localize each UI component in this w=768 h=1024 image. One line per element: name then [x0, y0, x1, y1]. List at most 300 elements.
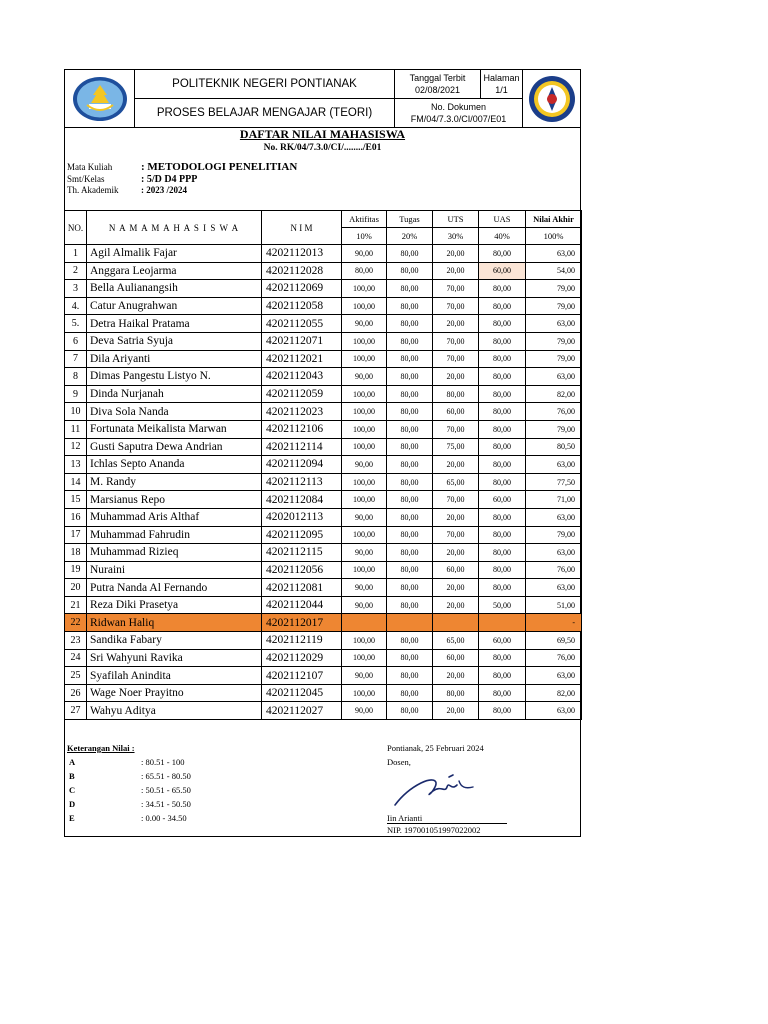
student-nim: 4202112114 [262, 438, 342, 456]
score-uts: 80,00 [433, 385, 479, 403]
score-uas: 80,00 [479, 332, 526, 350]
score-final: 79,00 [526, 297, 582, 315]
score-final: 79,00 [526, 526, 582, 544]
score-uts: 70,00 [433, 491, 479, 509]
issue-date-label: Tanggal Terbit [409, 73, 466, 83]
score-final: 63,00 [526, 315, 582, 333]
row-number: 2 [65, 262, 87, 280]
score-aktifitas: 100,00 [342, 649, 387, 667]
score-tugas: 80,00 [387, 473, 433, 491]
meta-label: Mata Kuliah [67, 162, 113, 172]
table-row [65, 508, 582, 526]
legend-row [67, 771, 191, 785]
student-name: Gusti Saputra Dewa Andrian [87, 438, 262, 456]
row-number: 13 [65, 456, 87, 474]
table-row [65, 667, 582, 685]
score-aktifitas: 100,00 [342, 332, 387, 350]
row-number: 9 [65, 385, 87, 403]
score-tugas: 80,00 [387, 544, 433, 562]
document-title: DAFTAR NILAI MAHASISWA [239, 127, 406, 141]
page-value: 1/1 [495, 85, 508, 95]
row-number: 4. [65, 297, 87, 315]
row-number: 8 [65, 368, 87, 386]
score-aktifitas: 100,00 [342, 491, 387, 509]
student-nim: 4202112095 [262, 526, 342, 544]
score-uas: 80,00 [479, 526, 526, 544]
score-uts: 65,00 [433, 632, 479, 650]
score-tugas: 80,00 [387, 420, 433, 438]
score-tugas: 80,00 [387, 702, 433, 720]
student-name: Muhammad Aris Althaf [87, 508, 262, 526]
score-tugas: 80,00 [387, 245, 433, 263]
score-uas: 80,00 [479, 368, 526, 386]
meta-value: : 2023 /2024 [141, 185, 187, 195]
score-aktifitas: 90,00 [342, 667, 387, 685]
col-uts: UTS [433, 211, 479, 228]
score-uts: 20,00 [433, 368, 479, 386]
score-uas: 80,00 [479, 438, 526, 456]
col-name: N A M A M A H A S I S W A [87, 211, 262, 245]
meta-value: : 5/D D4 PPP [141, 174, 198, 185]
score-uts: 20,00 [433, 262, 479, 280]
score-tugas: 80,00 [387, 491, 433, 509]
meta-value: : METODOLOGI PENELITIAN [141, 161, 298, 173]
score-final: 80,50 [526, 438, 582, 456]
table-row [65, 473, 582, 491]
student-nim: 4202112043 [262, 368, 342, 386]
grades-body [65, 245, 582, 720]
score-uas: 50,00 [479, 596, 526, 614]
row-number: 22 [65, 614, 87, 632]
table-row [65, 702, 582, 720]
row-number: 3 [65, 280, 87, 298]
score-uas: 80,00 [479, 456, 526, 474]
student-name: Bella Aulianangsih [87, 280, 262, 298]
score-aktifitas: 100,00 [342, 280, 387, 298]
meta-label: Smt/Kelas [67, 174, 105, 184]
score-uts: 70,00 [433, 420, 479, 438]
score-tugas: 80,00 [387, 508, 433, 526]
student-name: Putra Nanda Al Fernando [87, 579, 262, 597]
score-tugas: 80,00 [387, 632, 433, 650]
score-uts: 20,00 [433, 596, 479, 614]
row-number: 1 [65, 245, 87, 263]
page-box [481, 70, 523, 99]
legend-range: : 34.51 - 50.50 [141, 799, 191, 809]
score-tugas: 80,00 [387, 649, 433, 667]
table-row [65, 561, 582, 579]
score-uts: 60,00 [433, 403, 479, 421]
score-final: 63,00 [526, 667, 582, 685]
score-final: 82,00 [526, 385, 582, 403]
score-uts: 20,00 [433, 579, 479, 597]
student-nim: 4202112013 [262, 245, 342, 263]
score-aktifitas: 100,00 [342, 473, 387, 491]
student-name: Sri Wahyuni Ravika [87, 649, 262, 667]
legend-range: : 65.51 - 80.50 [141, 771, 191, 781]
score-aktifitas: 100,00 [342, 350, 387, 368]
score-uts: 20,00 [433, 544, 479, 562]
col-final: Nilai Akhir [526, 211, 582, 228]
score-uts: 65,00 [433, 473, 479, 491]
student-nim: 4202112017 [262, 614, 342, 632]
score-uas: 80,00 [479, 561, 526, 579]
table-row [65, 280, 582, 298]
student-nim: 4202112081 [262, 579, 342, 597]
score-uts: 70,00 [433, 280, 479, 298]
score-final: 76,00 [526, 649, 582, 667]
score-aktifitas: 100,00 [342, 632, 387, 650]
process-name: PROSES BELAJAR MENGAJAR (TEORI) [135, 99, 395, 128]
score-uas: 80,00 [479, 403, 526, 421]
signature-block [387, 743, 507, 835]
score-final: 63,00 [526, 579, 582, 597]
score-uas: 80,00 [479, 245, 526, 263]
row-number: 20 [65, 579, 87, 597]
student-name: Reza Diki Prasetya [87, 596, 262, 614]
row-number: 23 [65, 632, 87, 650]
score-aktifitas: 90,00 [342, 245, 387, 263]
weight-uts: 30% [433, 228, 479, 245]
student-nim: 4202112071 [262, 332, 342, 350]
table-row [65, 544, 582, 562]
score-tugas: 80,00 [387, 456, 433, 474]
score-uts: 70,00 [433, 332, 479, 350]
table-row [65, 632, 582, 650]
student-nim: 4202112084 [262, 491, 342, 509]
score-aktifitas: 100,00 [342, 684, 387, 702]
score-aktifitas: 90,00 [342, 702, 387, 720]
meta-course [67, 161, 297, 173]
issue-date: 02/08/2021 [414, 85, 461, 95]
score-tugas: 80,00 [387, 262, 433, 280]
score-tugas: 80,00 [387, 596, 433, 614]
score-final: - [526, 614, 582, 632]
score-uas: 80,00 [479, 473, 526, 491]
row-number: 12 [65, 438, 87, 456]
col-no: NO. [65, 211, 87, 245]
meta-year [67, 185, 187, 195]
student-nim: 4202112059 [262, 385, 342, 403]
weight-final: 100% [526, 228, 582, 245]
score-final: 69,50 [526, 632, 582, 650]
legend-grade: C [69, 785, 76, 795]
student-name: Dila Ariyanti [87, 350, 262, 368]
score-uas: 80,00 [479, 350, 526, 368]
student-name: Wahyu Aditya [87, 702, 262, 720]
legend-range: : 80.51 - 100 [141, 757, 185, 767]
student-name: Nuraini [87, 561, 262, 579]
score-uas: 80,00 [479, 385, 526, 403]
student-nim: 4202112055 [262, 315, 342, 333]
score-final: 79,00 [526, 350, 582, 368]
score-uts: 20,00 [433, 315, 479, 333]
score-uas: 60,00 [479, 632, 526, 650]
student-nim: 4202112058 [262, 297, 342, 315]
score-aktifitas: 100,00 [342, 420, 387, 438]
score-final: 71,00 [526, 491, 582, 509]
table-row [65, 245, 582, 263]
row-number: 5. [65, 315, 87, 333]
row-number: 6 [65, 332, 87, 350]
weight-uas: 40% [479, 228, 526, 245]
score-uas: 80,00 [479, 297, 526, 315]
score-aktifitas [342, 614, 387, 632]
legend-range: : 50.51 - 65.50 [141, 785, 191, 795]
table-row [65, 262, 582, 280]
score-final: 63,00 [526, 544, 582, 562]
score-final: 63,00 [526, 368, 582, 386]
score-uts: 70,00 [433, 297, 479, 315]
score-uas: 80,00 [479, 649, 526, 667]
legend-row [67, 813, 191, 827]
legend-grade: B [69, 771, 75, 781]
score-uas: 80,00 [479, 684, 526, 702]
meta-label: Th. Akademik [67, 185, 119, 195]
legend-range: : 0.00 - 34.50 [141, 813, 187, 823]
row-number: 24 [65, 649, 87, 667]
score-uas: 80,00 [479, 544, 526, 562]
student-nim: 4202112045 [262, 684, 342, 702]
score-uas: 80,00 [479, 315, 526, 333]
table-row [65, 456, 582, 474]
score-tugas: 80,00 [387, 368, 433, 386]
score-final: 76,00 [526, 561, 582, 579]
student-nim: 4202112029 [262, 649, 342, 667]
score-aktifitas: 90,00 [342, 579, 387, 597]
row-number: 15 [65, 491, 87, 509]
col-uas: UAS [479, 211, 526, 228]
score-aktifitas: 100,00 [342, 526, 387, 544]
student-nim: 4202112069 [262, 280, 342, 298]
score-tugas: 80,00 [387, 332, 433, 350]
table-row [65, 649, 582, 667]
table-row [65, 385, 582, 403]
table-row [65, 596, 582, 614]
score-final: 51,00 [526, 596, 582, 614]
score-uts: 20,00 [433, 245, 479, 263]
doc-number-box [395, 99, 523, 128]
student-name: Diva Sola Nanda [87, 403, 262, 421]
score-tugas: 80,00 [387, 438, 433, 456]
score-aktifitas: 90,00 [342, 456, 387, 474]
table-row [65, 491, 582, 509]
student-name: Deva Satria Syuja [87, 332, 262, 350]
score-aktifitas: 90,00 [342, 596, 387, 614]
score-uts: 70,00 [433, 350, 479, 368]
student-nim: 4202112027 [262, 702, 342, 720]
grade-sheet [64, 69, 581, 837]
legend-row [67, 785, 191, 799]
score-tugas: 80,00 [387, 526, 433, 544]
student-name: Ichlas Septo Ananda [87, 456, 262, 474]
score-final: 63,00 [526, 702, 582, 720]
col-nim: N I M [262, 211, 342, 245]
score-final: 54,00 [526, 262, 582, 280]
score-aktifitas: 90,00 [342, 508, 387, 526]
score-aktifitas: 100,00 [342, 297, 387, 315]
student-name: Catur Anugrahwan [87, 297, 262, 315]
student-nim: 4202112028 [262, 262, 342, 280]
score-final: 79,00 [526, 280, 582, 298]
score-uts: 60,00 [433, 649, 479, 667]
table-row [65, 332, 582, 350]
score-tugas: 80,00 [387, 561, 433, 579]
meta-class [67, 174, 197, 185]
table-row [65, 526, 582, 544]
student-name: Agil Almalik Fajar [87, 245, 262, 263]
score-uts: 75,00 [433, 438, 479, 456]
institution-name: POLITEKNIK NEGERI PONTIANAK [135, 70, 395, 99]
polnep-logo [523, 70, 580, 128]
score-tugas: 80,00 [387, 667, 433, 685]
score-uas: 60,00 [479, 491, 526, 509]
student-nim: 4202112021 [262, 350, 342, 368]
score-final: 82,00 [526, 684, 582, 702]
score-uts: 20,00 [433, 456, 479, 474]
score-aktifitas: 90,00 [342, 544, 387, 562]
weight-tugas: 20% [387, 228, 433, 245]
student-name: Muhammad Rizieq [87, 544, 262, 562]
student-nim: 4202112044 [262, 596, 342, 614]
weight-aktifitas: 10% [342, 228, 387, 245]
row-number: 26 [65, 684, 87, 702]
doc-number: FM/04/7.3.0/CI/007/E01 [410, 114, 507, 124]
score-uts: 20,00 [433, 702, 479, 720]
score-uas [479, 614, 526, 632]
row-number: 7 [65, 350, 87, 368]
col-aktifitas: Aktifitas [342, 211, 387, 228]
score-uas: 80,00 [479, 508, 526, 526]
student-name: Marsianus Repo [87, 491, 262, 509]
grades-table [64, 210, 582, 720]
score-final: 63,00 [526, 508, 582, 526]
legend-heading: Keterangan Nilai : [67, 743, 135, 753]
document-header [65, 70, 580, 128]
table-row [65, 420, 582, 438]
student-name: Sandika Fabary [87, 632, 262, 650]
row-number: 16 [65, 508, 87, 526]
table-row [65, 368, 582, 386]
student-name: Dimas Pangestu Listyo N. [87, 368, 262, 386]
score-tugas: 80,00 [387, 280, 433, 298]
table-row [65, 684, 582, 702]
student-name: Detra Haikal Pratama [87, 315, 262, 333]
student-name: Anggara Leojarma [87, 262, 262, 280]
score-uas: 80,00 [479, 702, 526, 720]
score-aktifitas: 100,00 [342, 385, 387, 403]
form-number: No. RK/04/7.3.0/CI/......../E01 [263, 143, 382, 153]
table-row [65, 297, 582, 315]
score-tugas: 80,00 [387, 385, 433, 403]
score-final: 76,00 [526, 403, 582, 421]
grade-legend [67, 743, 191, 827]
score-aktifitas: 90,00 [342, 315, 387, 333]
student-nim: 4202112056 [262, 561, 342, 579]
score-aktifitas: 80,00 [342, 262, 387, 280]
score-tugas: 80,00 [387, 403, 433, 421]
student-name: Fortunata Meikalista Marwan [87, 420, 262, 438]
score-aktifitas: 100,00 [342, 403, 387, 421]
legend-grade: D [69, 799, 76, 809]
student-name: Dinda Nurjanah [87, 385, 262, 403]
student-nim: 4202112023 [262, 403, 342, 421]
student-nim: 4202112115 [262, 544, 342, 562]
legend-row [67, 757, 191, 771]
doc-number-label: No. Dokumen [430, 102, 487, 112]
legend-row [67, 799, 191, 813]
score-final: 63,00 [526, 245, 582, 263]
score-aktifitas: 100,00 [342, 561, 387, 579]
place-date: Pontianak, 25 Februari 2024 [387, 743, 484, 753]
student-nim: 4202112119 [262, 632, 342, 650]
score-uts: 20,00 [433, 508, 479, 526]
table-row [65, 350, 582, 368]
row-number: 25 [65, 667, 87, 685]
row-number: 11 [65, 420, 87, 438]
table-row [65, 403, 582, 421]
student-name: Wage Noer Prayitno [87, 684, 262, 702]
row-number: 18 [65, 544, 87, 562]
score-aktifitas: 90,00 [342, 368, 387, 386]
page-label: Halaman [483, 73, 520, 83]
score-tugas: 80,00 [387, 297, 433, 315]
score-final: 77,50 [526, 473, 582, 491]
score-uas: 80,00 [479, 280, 526, 298]
student-nim: 4202112094 [262, 456, 342, 474]
legend-grade: E [69, 813, 75, 823]
score-final: 63,00 [526, 456, 582, 474]
student-nim: 4202112106 [262, 420, 342, 438]
student-nim: 4202112107 [262, 667, 342, 685]
table-row [65, 438, 582, 456]
score-uas: 80,00 [479, 579, 526, 597]
score-final: 79,00 [526, 420, 582, 438]
signer-nip: NIP. 197001051997022002 [387, 823, 507, 835]
student-nim: 4202012113 [262, 508, 342, 526]
row-number: 14 [65, 473, 87, 491]
score-tugas [387, 614, 433, 632]
student-name: Muhammad Fahrudin [87, 526, 262, 544]
score-uts: 80,00 [433, 684, 479, 702]
signer-role: Dosen, [387, 757, 411, 767]
row-number: 19 [65, 561, 87, 579]
score-uts: 70,00 [433, 526, 479, 544]
score-tugas: 80,00 [387, 684, 433, 702]
issue-date-box [395, 70, 481, 99]
row-number: 10 [65, 403, 87, 421]
signature-image [387, 767, 497, 811]
student-name: Ridwan Haliq [87, 614, 262, 632]
row-number: 27 [65, 702, 87, 720]
score-aktifitas: 100,00 [342, 438, 387, 456]
table-row [65, 315, 582, 333]
row-number: 17 [65, 526, 87, 544]
table-row [65, 614, 582, 632]
signer-name: Iin Arianti [387, 813, 423, 823]
score-uts: 20,00 [433, 667, 479, 685]
ministry-logo [65, 70, 135, 128]
score-uts [433, 614, 479, 632]
table-row [65, 579, 582, 597]
score-tugas: 80,00 [387, 579, 433, 597]
student-name: Syafilah Anindita [87, 667, 262, 685]
score-uas: 60,00 [479, 262, 526, 280]
score-uas: 80,00 [479, 420, 526, 438]
row-number: 21 [65, 596, 87, 614]
score-tugas: 80,00 [387, 350, 433, 368]
legend-grade: A [69, 757, 76, 767]
